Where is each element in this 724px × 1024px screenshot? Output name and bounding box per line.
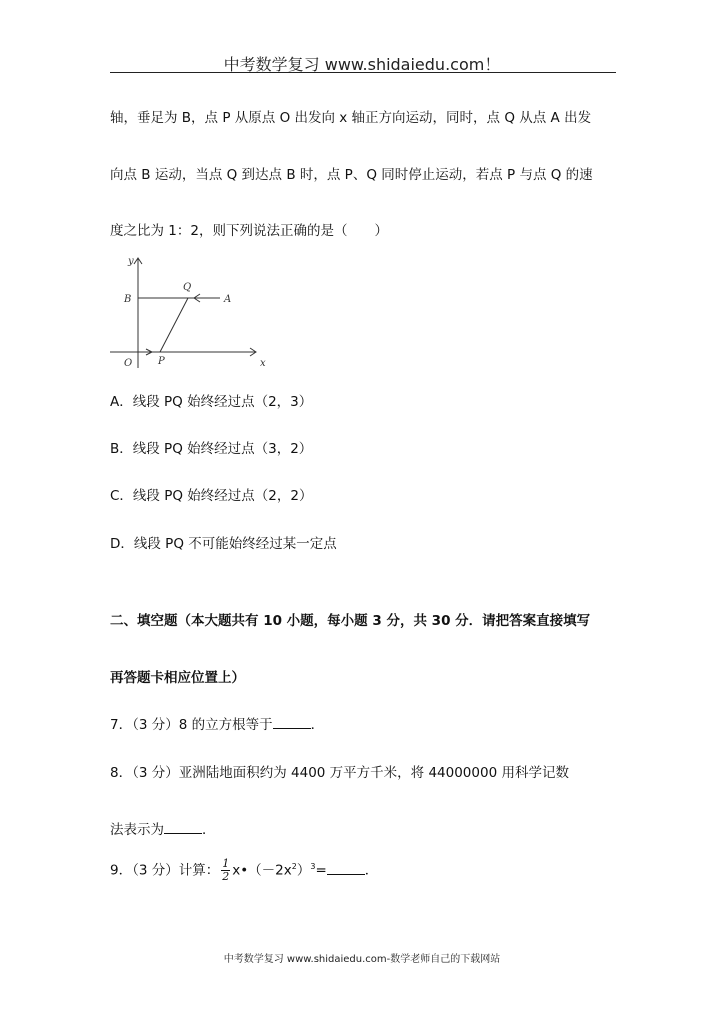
q8-answer-blank[interactable]	[164, 820, 202, 834]
option-a: A．线段 PQ 始终经过点（2，3）	[110, 394, 313, 410]
question-stem-line-3: 度之比为 1：2，则下列说法正确的是（ ）	[110, 223, 388, 239]
q9-answer-blank[interactable]	[327, 861, 365, 875]
header-divider	[110, 72, 616, 73]
page-footer: 中考数学复习 www.shidaiedu.com-数学老师自己的下载网站	[223, 954, 501, 965]
q7-text: 7．（3 分）8 的立方根等于	[110, 717, 273, 733]
question-stem-line-2: 向点 B 运动，当点 Q 到达点 B 时，点 P、Q 同时停止运动，若点 P 与点 Q 的速	[110, 167, 593, 183]
label-q: Q	[183, 282, 192, 293]
question-7: 7．（3 分）8 的立方根等于 ．	[110, 717, 325, 733]
question-8-line-1: 8．（3 分）亚洲陆地面积约为 4400 万平方千米，将 44000000 用科学记数	[110, 765, 569, 781]
question-8-line-2: 法表示为 ．	[110, 822, 216, 838]
label-o: O	[124, 358, 133, 369]
q7-answer-blank[interactable]	[273, 715, 311, 729]
segment-pq	[160, 298, 188, 352]
label-x: x	[260, 358, 266, 369]
option-c: C．线段 PQ 始终经过点（2，2）	[110, 488, 313, 504]
label-a: A	[224, 294, 232, 305]
fraction-one-half: $\frac{1}{2}$	[222, 857, 230, 883]
question-9: 9．（3 分）计算： $\frac{1}{2}$ $x•(-2x^2)^3=$ ．	[110, 857, 379, 883]
label-p: P	[158, 356, 165, 367]
question-stem-line-1: 轴，垂足为 B，点 P 从原点 O 出发向 x 轴正方向运动，同时，点 Q 从点 A 出发	[110, 110, 592, 126]
option-d: D．线段 PQ 不可能始终经过某一定点	[110, 536, 337, 552]
section-2-heading-line-2: 再答题卡相应位置上）	[110, 670, 245, 686]
coordinate-figure	[110, 252, 270, 372]
section-2-heading-line-1: 二、填空题（本大题共有 10 小题，每小题 3 分，共 30 分．请把答案直接填写	[110, 613, 591, 629]
page-header-title: 中考数学复习 www.shidaiedu.com！	[223, 55, 501, 74]
label-b: B	[124, 294, 132, 305]
option-b: B．线段 PQ 始终经过点（3，2）	[110, 441, 313, 457]
label-y: y	[128, 256, 134, 267]
